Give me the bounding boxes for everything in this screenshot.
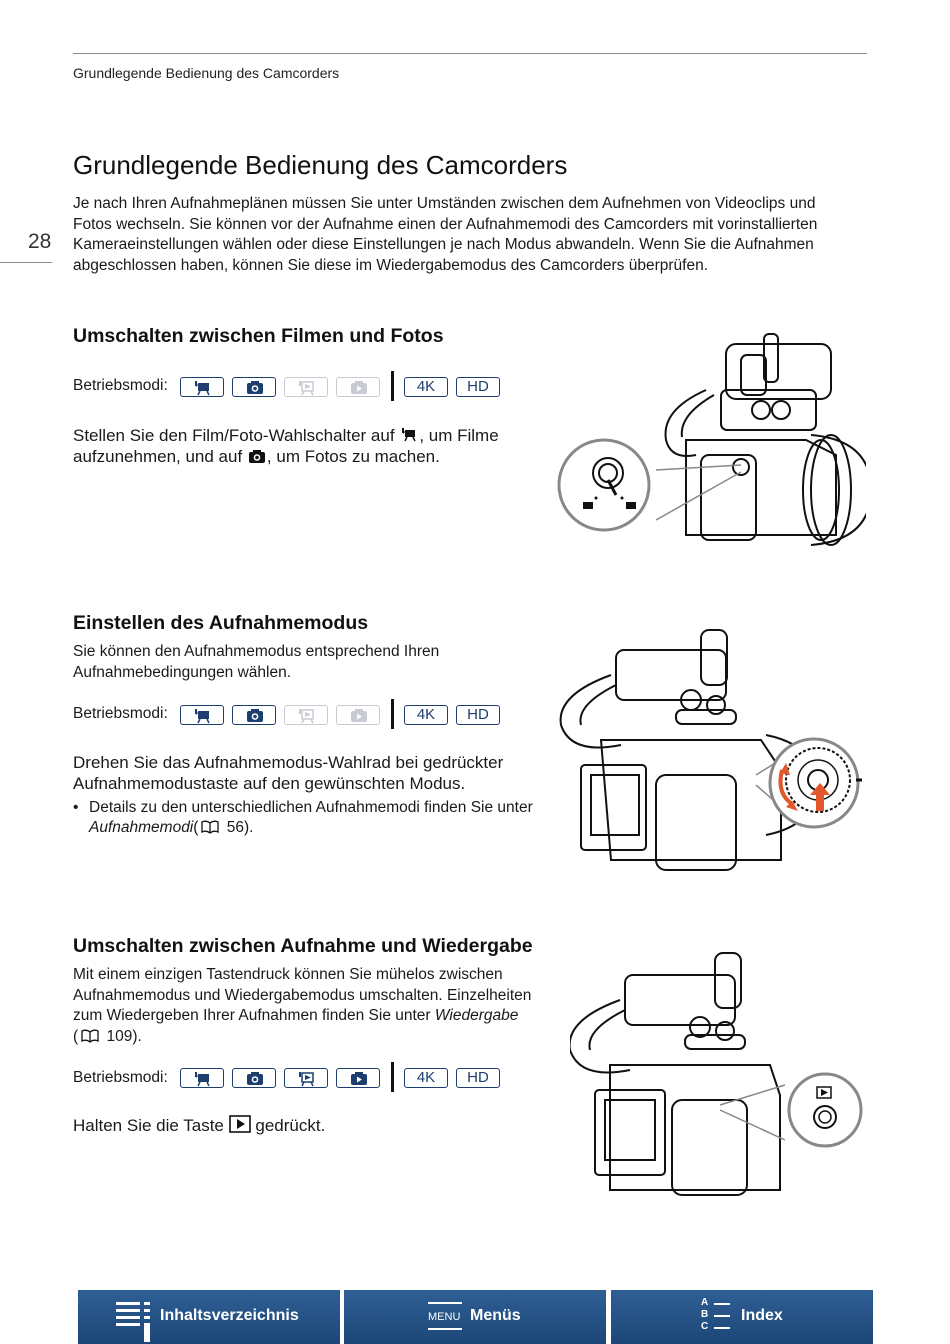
nav-index-button[interactable]: [611, 1290, 873, 1344]
intro-line: Kameraeinstellungen wählen oder diese Einstellungen je nach Modus abwandeln. Wenn Sie die Aufnahmen: [73, 236, 814, 253]
bullet-page-ref: 56).: [226, 819, 254, 836]
resolution-4k-badge: 4K: [404, 377, 448, 397]
nav-toc-label: Inhaltsverzeichnis: [160, 1307, 299, 1324]
section1-instruction-text: , um Filme: [419, 426, 499, 445]
bullet-text: Details zu den unterschiedlichen Aufnahmemodi finden Sie unter: [89, 799, 533, 816]
modes-row-section3: [180, 1068, 510, 1098]
movie-mode-icon: [399, 427, 419, 443]
section2-description-line: Aufnahmebedingungen wählen.: [73, 663, 292, 681]
section1-instruction-text: , um Fotos zu machen.: [266, 447, 440, 466]
page-number: 28: [28, 230, 52, 253]
index-icon-line: [714, 1327, 730, 1329]
menu-icon-line: [428, 1328, 462, 1330]
bullet-link-aufnahmemodi[interactable]: Aufnahmemodi: [89, 819, 194, 836]
section3-description-line: Mit einem einzigen Tastendruck können Sie mühelos zwischen: [73, 966, 503, 983]
section-title-record-playback: Umschalten zwischen Aufnahme und Wiedergabe: [73, 935, 533, 957]
section1-instruction-text: aufzunehmen, und auf: [73, 447, 243, 466]
section3-instruction-text: Halten Sie die Taste: [73, 1116, 224, 1135]
toc-icon: [116, 1300, 152, 1342]
play-button-icon: [229, 1115, 251, 1133]
resolution-4k-badge: 4K: [404, 1068, 448, 1088]
nav-index-label: Index: [741, 1307, 783, 1324]
section1-instruction-text: Stellen Sie den Film/Foto-Wahlschalter auf: [73, 426, 395, 445]
menu-word-icon: MENU: [428, 1311, 461, 1323]
movie-playback-mode-icon: [284, 377, 328, 397]
movie-record-mode-icon: [180, 1068, 224, 1088]
page-number-rule: [0, 262, 52, 263]
index-icon-line: [714, 1315, 730, 1317]
modes-label: Betriebsmodi:: [73, 705, 168, 722]
photo-playback-mode-icon: [336, 377, 380, 397]
resolution-hd-badge: HD: [456, 377, 500, 397]
photo-record-mode-icon: [232, 705, 276, 725]
link-wiedergabe[interactable]: Wiedergabe: [434, 1007, 519, 1024]
movie-record-mode-icon: [180, 705, 224, 725]
resolution-hd-badge: HD: [456, 1068, 500, 1088]
modes-label: Betriebsmodi:: [73, 1069, 168, 1086]
bullet-paren: (: [193, 819, 199, 836]
photo-playback-mode-icon: [336, 705, 380, 725]
photo-record-mode-icon: [232, 1068, 276, 1088]
section2-description: [73, 642, 543, 683]
section1-instruction: [73, 425, 543, 467]
photo-record-mode-icon: [232, 377, 276, 397]
modes-row-section1: [180, 377, 510, 407]
photo-mode-icon: [247, 448, 267, 464]
section-title-movie-photo: Umschalten zwischen Filmen und Fotos: [73, 325, 444, 347]
movie-playback-mode-icon: [284, 705, 328, 725]
movie-record-mode-icon: [180, 377, 224, 397]
page-ref: 109).: [106, 1027, 142, 1045]
index-icon-line: [714, 1303, 730, 1305]
abc-icon: [701, 1297, 708, 1333]
section3-description-line: zum Wiedergeben Ihrer Aufnahmen finden Sie unter: [73, 1007, 431, 1024]
mode-separator: [391, 371, 394, 401]
abc-letter: A: [701, 1297, 709, 1308]
page-title: Grundlegende Bedienung des Camcorders: [73, 150, 568, 180]
section3-description: [73, 965, 553, 1047]
section2-instruction-line: Aufnahmemodustaste auf den gewünschten Modus.: [73, 774, 466, 793]
nav-toc-button[interactable]: [78, 1290, 340, 1344]
abc-letter: C: [701, 1321, 709, 1332]
abc-letter: B: [701, 1309, 709, 1320]
intro-line: Fotos wechseln. Sie können vor der Aufnahme einen der Aufnahmemodi des Camcorders mit vorinstallierten: [73, 215, 818, 233]
section3-description-line: Aufnahmemodus und Wiedergabemodus umschalten. Einzelheiten: [73, 986, 532, 1004]
resolution-hd-badge: HD: [456, 705, 500, 725]
photo-playback-mode-icon: [336, 1068, 380, 1088]
mode-separator: [391, 699, 394, 729]
camcorder-playback-illustration: [570, 945, 870, 1205]
nav-menus-label: Menüs: [470, 1307, 521, 1324]
book-icon: [200, 820, 220, 834]
paren: (: [73, 1027, 79, 1045]
mode-separator: [391, 1062, 394, 1092]
section2-description-line: Sie können den Aufnahmemodus entsprechend Ihren: [73, 643, 440, 660]
section2-instruction: [73, 752, 553, 794]
menu-icon-line: [428, 1302, 462, 1304]
modes-label: Betriebsmodi:: [73, 377, 168, 394]
section3-instruction: [73, 1115, 553, 1136]
section2-bullet: [73, 798, 553, 840]
section2-instruction-line: Drehen Sie das Aufnahmemodus-Wahlrad bei gedrückter: [73, 753, 504, 772]
camcorder-dial-illustration: [556, 625, 866, 875]
camcorder-switch-illustration: [556, 330, 866, 550]
running-header: Grundlegende Bedienung des Camcorders: [73, 65, 340, 81]
intro-line: abgeschlossen haben, können Sie diese im Wiedergabemodus des Camcorders überprüfen.: [73, 256, 709, 274]
intro-paragraph: [73, 194, 863, 276]
nav-menus-button[interactable]: [344, 1290, 606, 1344]
book-icon: [80, 1029, 100, 1043]
section3-instruction-text: gedrückt.: [255, 1116, 326, 1135]
modes-row-section2: [180, 705, 510, 735]
movie-playback-mode-icon: [284, 1068, 328, 1088]
bullet-dot: •: [73, 799, 79, 816]
intro-line: Je nach Ihren Aufnahmeplänen müssen Sie unter Umständen zwischen dem Aufnehmen von Videoclips und: [73, 195, 816, 212]
section-title-shooting-mode: Einstellen des Aufnahmemodus: [73, 612, 369, 634]
resolution-4k-badge: 4K: [404, 705, 448, 725]
header-rule: [73, 53, 867, 54]
